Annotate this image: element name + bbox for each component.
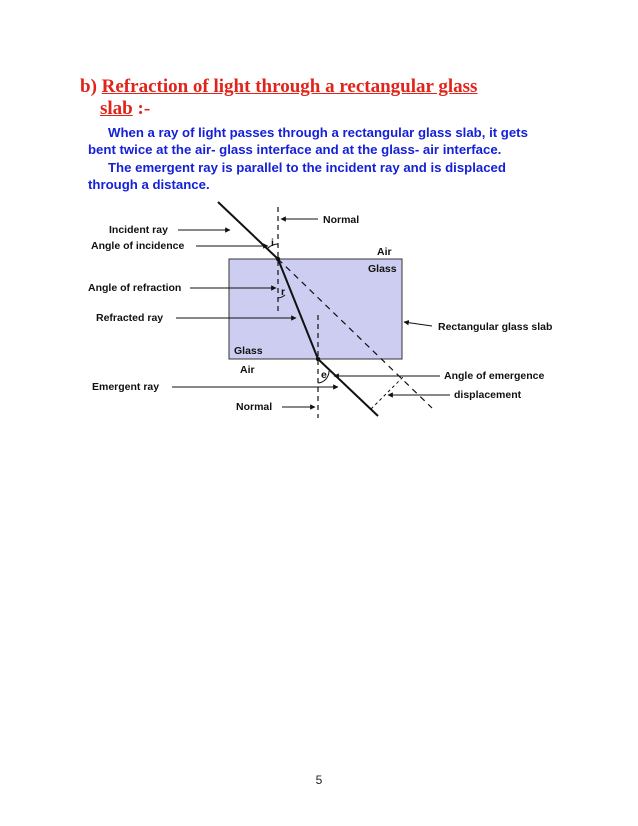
heading-suffix: :-: [137, 98, 151, 119]
paragraph-line: When a ray of light passes through a rectangular glass slab, it gets: [108, 125, 528, 140]
refracted-ray-label: Refracted ray: [96, 312, 164, 324]
paragraph-line: through a distance.: [88, 177, 210, 192]
page-number: 5: [315, 773, 323, 787]
slab-label: Rectangular glass slab: [438, 321, 553, 333]
angle-e-label: e: [321, 369, 327, 381]
air-bottom-label: Air: [240, 364, 255, 376]
normal-bottom-label: Normal: [236, 401, 273, 413]
glass-top-label: Glass: [368, 263, 397, 275]
displacement-label: displacement: [454, 389, 522, 401]
air-top-label: Air: [377, 246, 392, 258]
incident-ray: [218, 202, 278, 259]
slab-pointer: [404, 322, 432, 326]
displacement-line: [371, 376, 404, 409]
angle-r-label: r: [281, 286, 286, 298]
angle-i-label: i: [271, 237, 274, 249]
incident-ray-label: Incident ray: [109, 224, 168, 236]
emergent-ray-label: Emergent ray: [92, 381, 160, 393]
normal-top-label: Normal: [323, 214, 360, 226]
emergent-ray: [318, 359, 378, 416]
heading-prefix: b): [80, 76, 97, 97]
paragraph-line: The emergent ray is parallel to the incident ray and is displaced: [108, 160, 506, 175]
exit-point: [316, 357, 320, 361]
angle-incidence-label: Angle of incidence: [91, 240, 185, 252]
glass-bottom-label: Glass: [234, 345, 263, 357]
heading-title-line2: slab: [100, 98, 133, 119]
angle-emergence-label: Angle of emergence: [444, 370, 545, 382]
heading-title-line1: Refraction of light through a rectangular glass: [101, 76, 478, 97]
angle-refraction-label: Angle of refraction: [88, 282, 182, 294]
entry-point: [276, 257, 280, 261]
paragraph-line: bent twice at the air- glass interface and at the glass- air interface.: [88, 142, 502, 157]
